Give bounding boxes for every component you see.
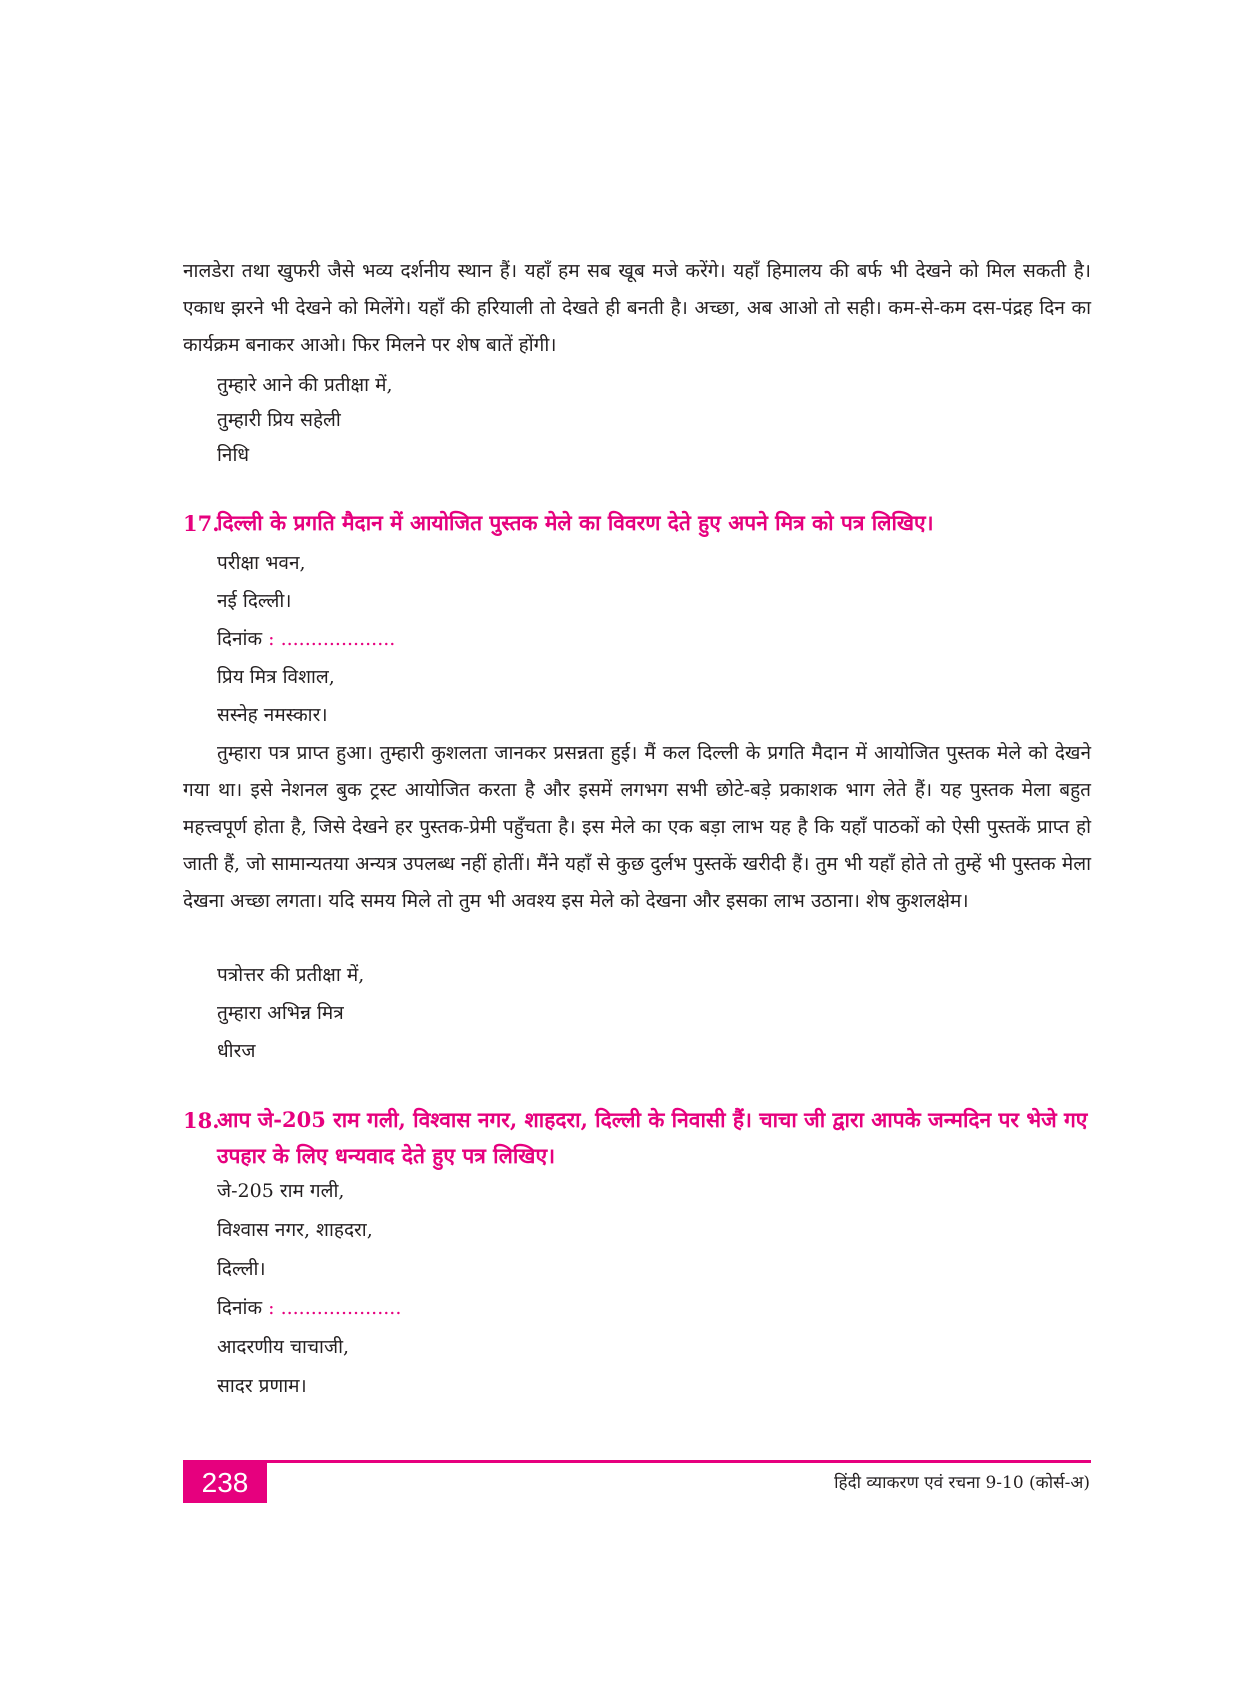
q17-number: 17.	[183, 511, 220, 536]
q18-address-line: दिल्ली।	[217, 1258, 266, 1280]
q18-salutation: आदरणीय चाचाजी,	[217, 1336, 350, 1358]
q17-date	[217, 624, 395, 654]
q17-salutation: प्रिय मित्र विशाल,	[217, 666, 335, 688]
q18-date	[217, 1293, 401, 1323]
q17-signoff-line: तुम्हारा अभिन्न मित्र	[217, 1002, 344, 1024]
q18-date-label: दिनांक	[217, 1297, 263, 1319]
footer-book-title: हिंदी व्याकरण एवं रचना 9-10 (कोर्स-अ)	[834, 1473, 1090, 1493]
q17-question: दिल्ली के प्रगति मैदान में आयोजित पुस्तक मेले का विवरण देते हुए अपने मित्र को पत्र लिखिए।	[217, 510, 934, 535]
page-number: 238	[183, 1463, 267, 1503]
footer-rule	[183, 1460, 1091, 1463]
q17-greeting: सस्नेह नमस्कार।	[217, 704, 328, 726]
q17-address-line: नई दिल्ली।	[217, 590, 292, 612]
q17-date-value: : ...................	[268, 628, 396, 650]
q18-address-line: जे-205 राम गली,	[217, 1180, 345, 1202]
q17-signature: धीरज	[217, 1040, 256, 1062]
q18-greeting: सादर प्रणाम।	[217, 1375, 307, 1397]
q17-body: तुम्हारा पत्र प्राप्त हुआ। तुम्हारी कुशलता जानकर प्रसन्नता हुई। मैं कल दिल्ली के प्रगति मैदान में आयोजित पुस्तक मेले को देखने गया था। इसे नेशनल बुक ट्रस्ट आयोजित करता है और इसमें लगभग सभी छोटे-बड़े प्रकाशक भाग लेते हैं। यह पुस्तक मेला बहुत महत्त्वपूर्ण होता है, जिसे देखने हर पुस्तक-प्रेमी पहुँचता है। इस मेले का एक बड़ा लाभ यह है कि यहाँ पाठकों को ऐसी पुस्तकें प्राप्त हो जाती हैं, जो सामान्यतया अन्यत्र उपलब्ध नहीं होतीं। मैंने यहाँ से कुछ दुर्लभ पुस्तकें खरीदी हैं। तुम भी यहाँ होते तो तुम्हें भी पुस्तक मेला देखना अच्छा लगता। यदि समय मिले तो तुम भी अवश्य इस मेले को देखना और इसका लाभ उठाना। शेष कुशलक्षेम।	[183, 742, 1091, 912]
q17-date-label: दिनांक	[217, 628, 263, 650]
q18-address-line: विश्वास नगर, शाहदरा,	[217, 1219, 373, 1241]
q17-closing-line: पत्रोत्तर की प्रतीक्षा में,	[217, 964, 365, 986]
q18-number: 18.	[183, 1108, 220, 1133]
intro-signature: निधि	[217, 444, 250, 466]
q18-date-value: : ....................	[268, 1297, 402, 1319]
q18-question: आप जे-205 राम गली, विश्वास नगर, शाहदरा, दिल्ली के निवासी हैं। चाचा जी द्वारा आपके जन्मदिन पर भेजे गए उपहार के लिए धन्यवाद देते हुए पत्र लिखिए।	[217, 1107, 1088, 1168]
q17-address-line: परीक्षा भवन,	[217, 552, 306, 574]
intro-signoff-line: तुम्हारी प्रिय सहेली	[217, 409, 341, 431]
intro-paragraph: नालडेरा तथा खुफरी जैसे भव्य दर्शनीय स्थान हैं। यहाँ हम सब खूब मजे करेंगे। यहाँ हिमालय की बर्फ भी देखने को मिल सकती है। एकाध झरने भी देखने को मिलेंगे। यहाँ की हरियाली तो देखते ही बनती है। अच्छा, अब आओ तो सही। कम-से-कम दस-पंद्रह दिन का कार्यक्रम बनाकर आओ। फिर मिलने पर शेष बातें होंगी।	[183, 260, 1091, 356]
intro-closing-line: तुम्हारे आने की प्रतीक्षा में,	[217, 374, 393, 396]
